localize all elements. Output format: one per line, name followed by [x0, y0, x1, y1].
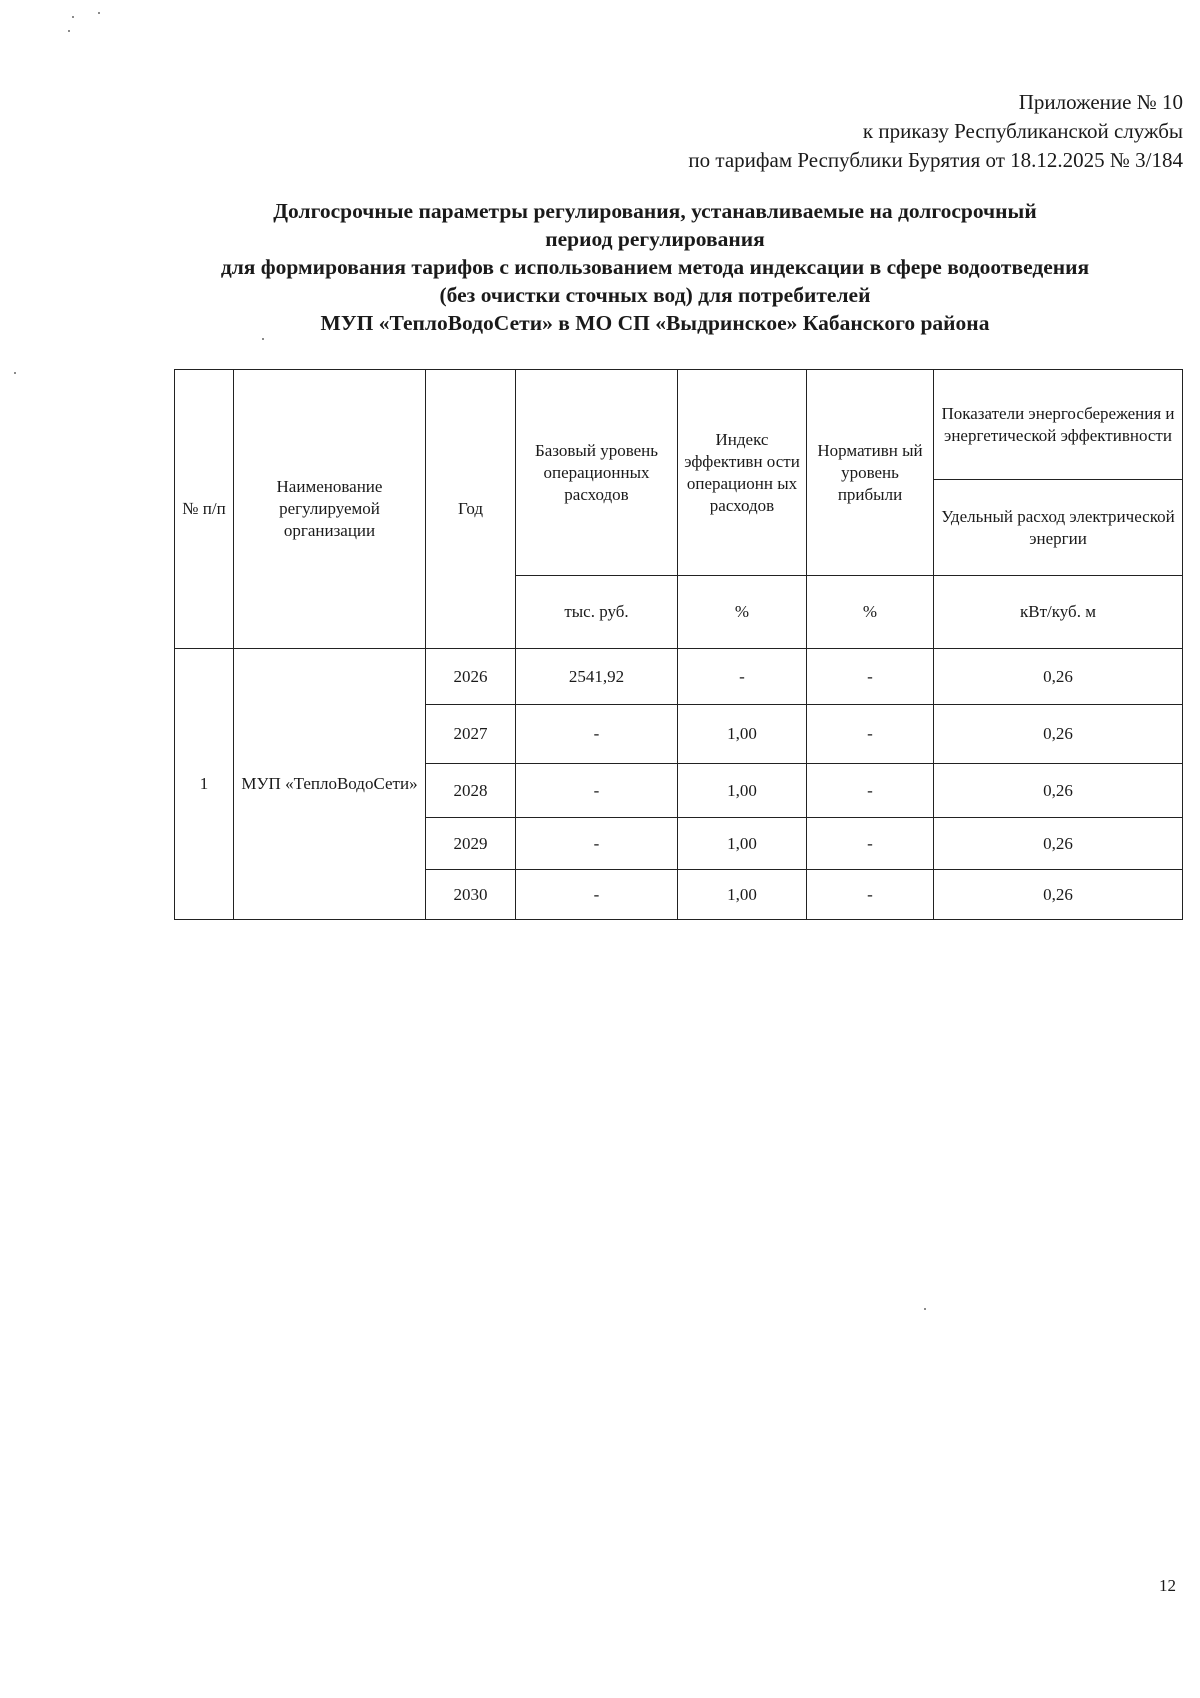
header-profit-level: Нормативн ый уровень прибыли: [807, 370, 934, 576]
header-energy-consumption: Удельный расход электрической энергии: [934, 480, 1183, 576]
cell-energy: 0,26: [934, 764, 1183, 818]
header-num: № п/п: [175, 370, 234, 649]
page-number: 12: [1159, 1576, 1176, 1595]
table-row: [175, 649, 1183, 705]
cell-base: -: [516, 705, 678, 764]
appendix-line-2: к приказу Республиканской службы: [862, 119, 1183, 143]
appendix-line-1: Приложение № 10: [1018, 90, 1183, 114]
title-line-3: для формирования тарифов с использованием метода индексации в сфере водоотведения: [220, 255, 1090, 279]
header-efficiency-index: Индекс эффективн ости операционн ых расходов: [678, 370, 807, 576]
cell-energy: 0,26: [934, 649, 1183, 705]
unit-profit: %: [807, 576, 934, 649]
document-title: [120, 197, 1190, 337]
org-name: МУП «ТеплоВодоСети»: [234, 649, 426, 920]
cell-base: 2541,92: [516, 649, 678, 705]
cell-year: 2026: [426, 649, 516, 705]
cell-energy: 0,26: [934, 818, 1183, 870]
cell-index: 1,00: [678, 764, 807, 818]
title-line-5: МУП «ТеплоВодоСети» в МО СП «Выдринское» Кабанского района: [320, 311, 990, 335]
cell-energy: 0,26: [934, 870, 1183, 920]
appendix-line-3: по тарифам Республики Бурятия от 18.12.2025 № 3/184: [688, 148, 1183, 172]
cell-base: -: [516, 870, 678, 920]
cell-index: 1,00: [678, 705, 807, 764]
title-line-4: (без очистки сточных вод) для потребителей: [439, 283, 871, 307]
header-energy-group: Показатели энергосбережения и энергетической эффективности: [934, 370, 1183, 480]
cell-year: 2029: [426, 818, 516, 870]
header-base-opex: Базовый уровень операционных расходов: [516, 370, 678, 576]
parameters-table: [174, 369, 1183, 920]
cell-profit: -: [807, 705, 934, 764]
title-line-1: Долгосрочные параметры регулирования, устанавливаемые на долгосрочный: [273, 199, 1037, 223]
cell-energy: 0,26: [934, 705, 1183, 764]
cell-profit: -: [807, 764, 934, 818]
cell-profit: -: [807, 818, 934, 870]
unit-base: тыс. руб.: [516, 576, 678, 649]
header-org-name: Наименование регулируемой организации: [234, 370, 426, 649]
cell-profit: -: [807, 649, 934, 705]
cell-index: -: [678, 649, 807, 705]
cell-profit: -: [807, 870, 934, 920]
cell-year: 2030: [426, 870, 516, 920]
cell-index: 1,00: [678, 818, 807, 870]
unit-index: %: [678, 576, 807, 649]
cell-year: 2027: [426, 705, 516, 764]
unit-energy: кВт/куб. м: [934, 576, 1183, 649]
appendix-header: [483, 88, 1183, 175]
cell-index: 1,00: [678, 870, 807, 920]
cell-base: -: [516, 818, 678, 870]
cell-base: -: [516, 764, 678, 818]
title-line-2: период регулирования: [545, 227, 765, 251]
cell-year: 2028: [426, 764, 516, 818]
header-year: Год: [426, 370, 516, 649]
org-number: 1: [175, 649, 234, 920]
